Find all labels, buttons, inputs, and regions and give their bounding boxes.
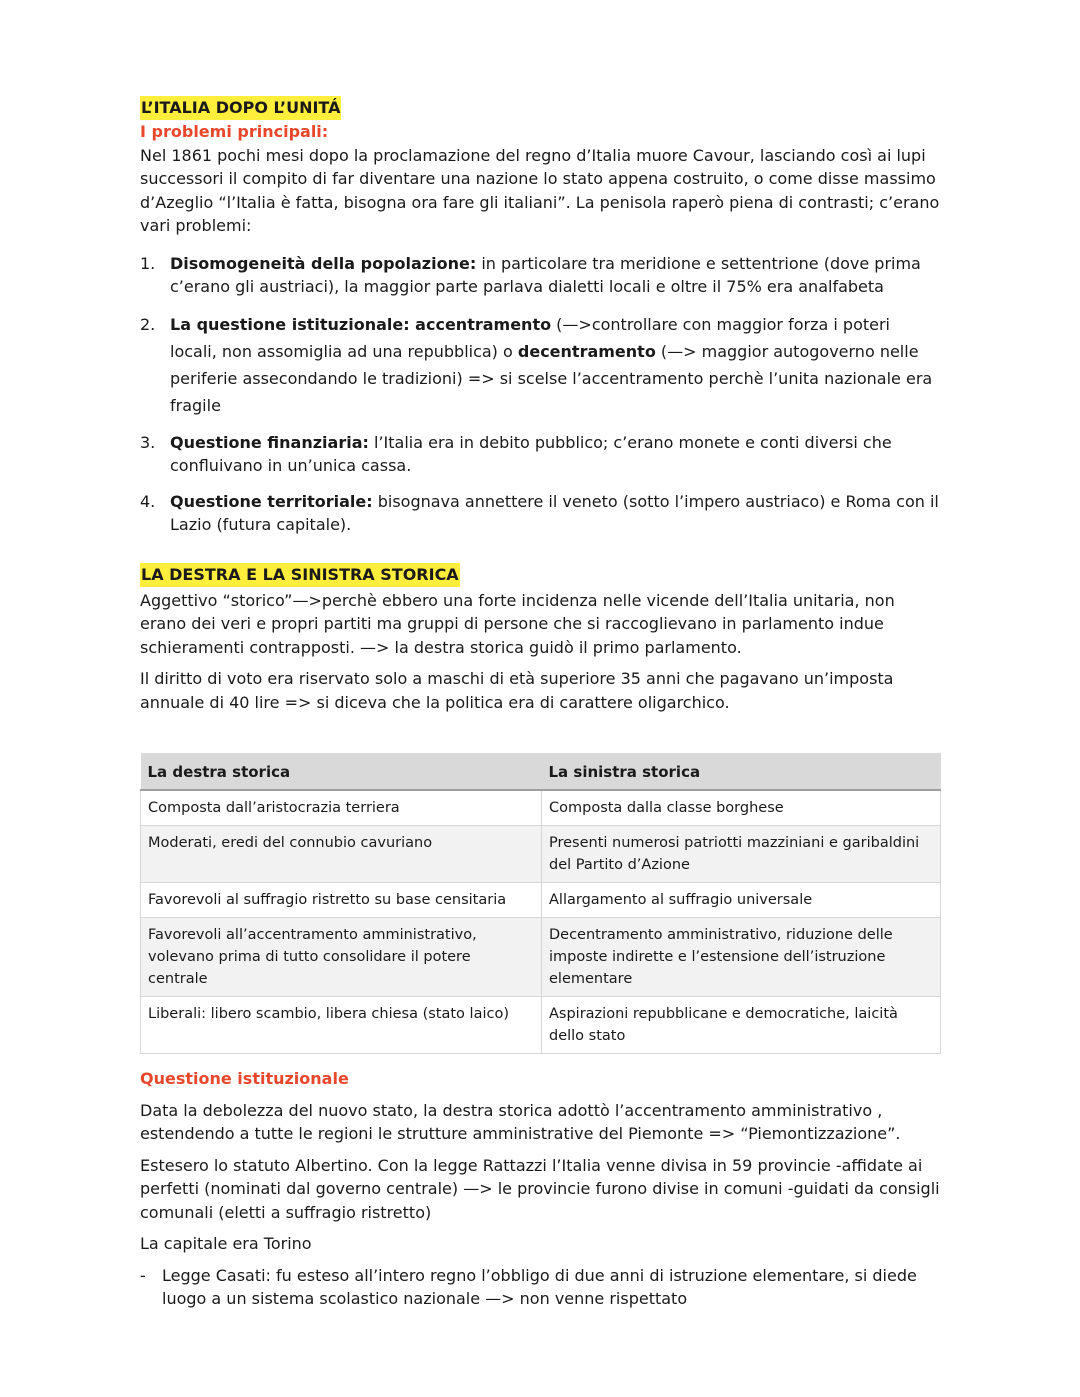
list-item-text: bisognava annettere il veneto (sotto l’impero austriaco) e Roma con il Lazio (futura capitale). <box>170 491 939 534</box>
paragraph-storico: Aggettivo “storico”—>perchè ebbero una forte incidenza nelle vicende dell’Italia unitaria, non erano dei veri e propri partiti ma gruppi di persone che si raccoglievano in parlamento indue schieramenti contrapposti. —> la destra storica guidò il primo parlamento. <box>140 590 895 657</box>
list-number: 1. <box>140 253 156 273</box>
problems-list <box>140 252 940 537</box>
table-row <box>141 883 941 918</box>
list-item-head: La questione istituzionale: accentramento <box>170 314 552 334</box>
table-header: La sinistra storica <box>542 753 941 790</box>
section-title-destra-sinistra: LA DESTRA E LA SINISTRA STORICA <box>140 563 460 587</box>
table-cell: Favorevoli all’accentramento amministrativo, volevano prima di tutto consolidare il potere centrale <box>141 918 542 997</box>
table-row <box>141 790 941 826</box>
list-item-text: (—>controllare con maggior forza i poteri locali, non assomiglia ad una repubblica) o <box>170 314 890 361</box>
list-item-text: (—> maggior autogoverno nelle periferie assecondando le tradizioni) => si scelse l’accentramento perchè l’unita nazionale era fragile <box>170 341 933 415</box>
table-row <box>141 826 941 883</box>
list-item-text: l’Italia era in debito pubblico; c’erano monete e conti diversi che confluivano in un’unica cassa. <box>170 432 892 475</box>
table-cell: Favorevoli al suffragio ristretto su base censitaria <box>141 883 542 918</box>
subtitle-questione-istituzionale: Questione istituzionale <box>140 1069 349 1088</box>
section-title-italia: L’ITALIA DOPO L’UNITÁ <box>140 96 341 120</box>
list-number: 3. <box>140 432 156 452</box>
list-item-head: decentramento <box>517 341 656 361</box>
paragraph-capitale: La capitale era Torino <box>140 1234 312 1253</box>
table-cell: Composta dall’aristocrazia terriera <box>141 790 542 826</box>
table-cell: Decentramento amministrativo, riduzione delle imposte indirette e l’estensione dell’istruzione elementare <box>542 918 941 997</box>
list-item-head: Questione finanziaria: <box>170 432 369 452</box>
table-cell: Aspirazioni repubblicane e democratiche, laicità dello stato <box>542 997 941 1054</box>
list-number: 4. <box>140 491 156 511</box>
table-header-row <box>141 753 941 790</box>
subtitle-problemi: I problemi principali: <box>140 122 329 141</box>
list-item-head: Disomogeneità della popolazione: <box>170 253 477 273</box>
list-number: 2. <box>140 314 156 334</box>
table-cell: Allargamento al suffragio universale <box>542 883 941 918</box>
table-row <box>141 997 941 1054</box>
list-item <box>140 311 940 419</box>
list-item <box>140 490 940 537</box>
bullet-item <box>140 1264 940 1311</box>
list-item <box>140 431 940 478</box>
paragraph-accentramento: Data la debolezza del nuovo stato, la destra storica adottò l’accentramento amministrativo , estendendo a tutte le regioni le strutture amministrative del Piemonte => “Piemontizzazione”. <box>140 1100 901 1143</box>
list-item <box>140 252 940 299</box>
bullet-text: Legge Casati: fu esteso all’intero regno l’obbligo di due anni di istruzione elementare, si diede luogo a un sistema scolastico nazionale —> non venne rispettato <box>162 1265 917 1308</box>
table-cell: Presenti numerosi patriotti mazziniani e garibaldini del Partito d’Azione <box>542 826 941 883</box>
comparison-table <box>140 753 941 1054</box>
table-cell: Liberali: libero scambio, libera chiesa (stato laico) <box>141 997 542 1054</box>
paragraph-statuto: Estesero lo statuto Albertino. Con la legge Rattazzi l’Italia venne divisa in 59 provincie -affidate ai perfetti (nominati dal governo centrale) —> le provincie furono divise in comuni -guidati da consigli comunali (eletti a suffragio ristretto) <box>140 1155 940 1222</box>
table-cell: Composta dalla classe borghese <box>542 790 941 826</box>
intro-paragraph: Nel 1861 pochi mesi dopo la proclamazione del regno d’Italia muore Cavour, lasciando così ai lupi successori il compito di far diventare una nazione lo stato appena costruito, o come disse massimo d’Azeglio “l’Italia è fatta, bisogna ora fare gli italiani”. La penisola raperò piena di contrasti; c’erano vari problemi: <box>140 145 940 235</box>
table-row <box>141 918 941 997</box>
list-item-text: in particolare tra meridione e settentrione (dove prima c’erano gli austriaci), la maggior parte parlava dialetti locali e oltre il 75% era analfabeta <box>170 253 921 296</box>
document-page <box>140 96 940 1311</box>
table-header: La destra storica <box>141 753 542 790</box>
table-cell: Moderati, eredi del connubio cavuriano <box>141 826 542 883</box>
list-item-head: Questione territoriale: <box>170 491 373 511</box>
bullet-dash: - <box>140 1265 146 1285</box>
paragraph-voto: Il diritto di voto era riservato solo a maschi di età superiore 35 anni che pagavano un’imposta annuale di 40 lire => si diceva che la politica era di carattere oligarchico. <box>140 669 894 712</box>
